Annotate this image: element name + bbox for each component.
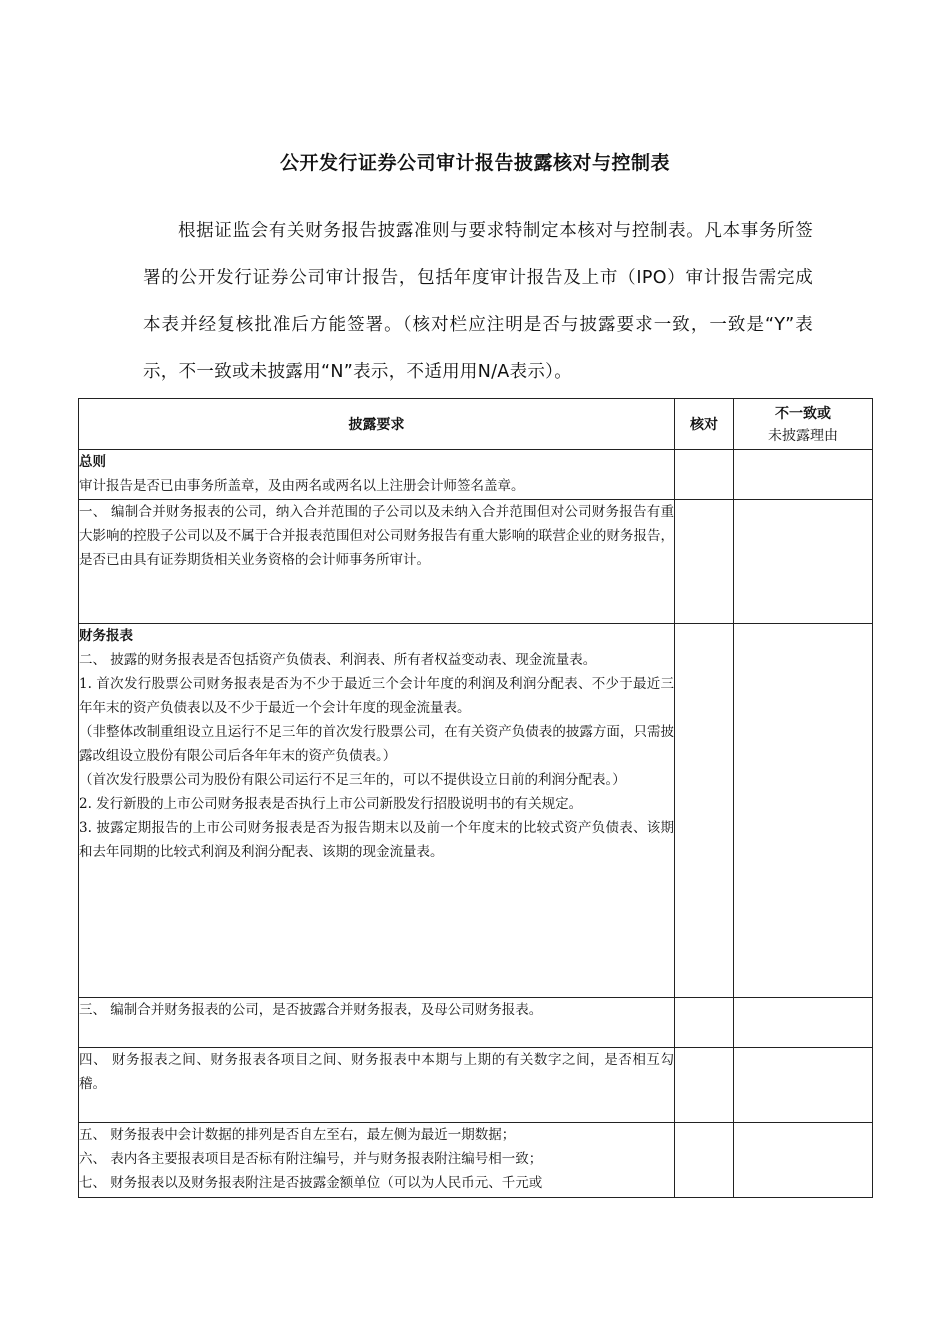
requirement-text: 三、 编制合并财务报表的公司，是否披露合并财务报表，及母公司财务报表。 [79,1002,543,1018]
table-row [79,500,873,624]
reason-cell[interactable] [734,1123,873,1198]
document-title: 公开发行证券公司审计报告披露核对与控制表 [279,152,670,174]
requirement-text: 五、 财务报表中会计数据的排列是否自左至右，最左侧为最近一期数据； [79,1127,516,1143]
check-cell[interactable] [675,998,734,1048]
requirement-text: 四、 财务报表之间、财务报表各项目之间、财务报表中本期与上期的有关数字之间，是否相互勾稽。 [79,1052,674,1092]
requirement-text: 二、 披露的财务报表是否包括资产负债表、利润表、所有者权益变动表、现金流量表。 [79,652,597,668]
requirement-text: 3. 披露定期报告的上市公司财务报表是否为报告期末以及前一个年度末的比较式资产负债表、该期和去年同期的比较式利润及利润分配表、该期的现金流量表。 [79,820,674,860]
table-header-row [79,399,873,450]
table-row [79,1123,873,1198]
header-reason [734,399,873,450]
requirement-note: （非整体改制重组设立且运行不足三年的首次发行股票公司，在有关资产负债表的披露方面，只需披露改组设立股份有限公司后各年年末的资产负债表。） [79,724,674,764]
check-cell[interactable] [675,450,734,500]
requirement-cell [79,1048,675,1123]
requirement-cell [79,1123,675,1198]
table-row [79,1048,873,1123]
intro-paragraph: 根据证监会有关财务报告披露准则与要求特制定本核对与控制表。凡本事务所签署的公开发行证券公司审计报告，包括年度审计报告及上市（IPO）审计报告需完成本表并经复核批准后方能签署。（核对栏应注明是否与披露要求一致，一致是“Y”表示，不一致或未披露用“N”表示，不适用用N/A表示）。 [143,221,813,382]
requirement-text: 六、 表内各主要报表项目是否标有附注编号，并与财务报表附注编号相一致； [79,1151,543,1167]
table-row [79,998,873,1048]
check-cell[interactable] [675,1123,734,1198]
table-row [79,450,873,500]
requirement-text: 1. 首次发行股票公司财务报表是否为不少于最近三个会计年度的利润及利润分配表、不少于最近三年年末的资产负债表以及不少于最近一个会计年度的现金流量表。 [79,676,674,716]
section-heading: 财务报表 [79,628,133,644]
header-requirement: 披露要求 [79,399,675,450]
check-cell[interactable] [675,624,734,998]
reason-cell[interactable] [734,450,873,500]
requirement-text: 七、 财务报表以及财务报表附注是否披露金额单位（可以为人民币元、千元或 [79,1175,543,1191]
requirement-text: 2. 发行新股的上市公司财务报表是否执行上市公司新股发行招股说明书的有关规定。 [79,796,583,812]
header-reason-line1: 不一致或 [775,406,831,422]
header-reason-line2: 未披露理由 [768,428,838,444]
check-cell[interactable] [675,500,734,624]
reason-cell[interactable] [734,500,873,624]
requirement-cell [79,998,675,1048]
reason-cell[interactable] [734,1048,873,1123]
requirement-cell [79,450,675,500]
reason-cell[interactable] [734,998,873,1048]
check-cell[interactable] [675,1048,734,1123]
requirement-text: 审计报告是否已由事务所盖章，及由两名或两名以上注册会计师签名盖章。 [79,478,525,494]
section-heading: 总则 [79,454,106,470]
requirement-cell [79,624,675,998]
table-row [79,624,873,998]
disclosure-check-table [78,398,873,1198]
header-check: 核对 [675,399,734,450]
requirement-text: 一、 编制合并财务报表的公司，纳入合并范围的子公司以及未纳入合并范围但对公司财务报告有重大影响的控股子公司以及不属于合并报表范围但对公司财务报告有重大影响的联营企业的财务报告，是否已由具有证券期货相关业务资格的会计师事务所审计。 [79,504,674,568]
requirement-cell [79,500,675,624]
reason-cell[interactable] [734,624,873,998]
requirement-note: （首次发行股票公司为股份有限公司运行不足三年的，可以不提供设立日前的利润分配表。） [79,772,626,788]
